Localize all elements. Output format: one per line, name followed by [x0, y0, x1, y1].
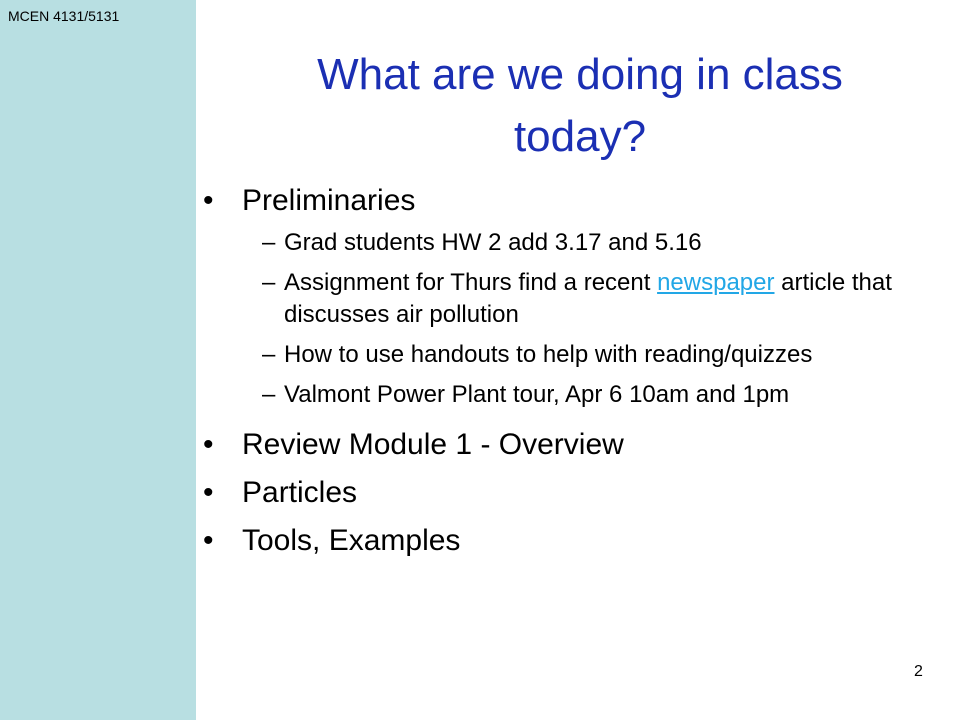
dash-marker: –: [262, 381, 276, 408]
sidebar-panel: [0, 0, 196, 720]
sub-item-text: Grad students HW 2 add 3.17 and 5.16: [284, 229, 702, 256]
bullet-review-module: • Review Module 1 - Overview: [200, 425, 930, 465]
title-line-2: today?: [513, 112, 647, 161]
sub-item-assignment: [200, 267, 930, 331]
bullet-particles: • Particles: [200, 473, 930, 513]
sub-item-grad-students: [200, 227, 930, 259]
sub-item-handouts: [200, 339, 930, 371]
dash-marker: –: [262, 269, 276, 296]
sub-item-text: Assignment for Thurs find a recent: [284, 269, 658, 296]
sub-item-text: How to use handouts to help with reading/quizzes: [284, 341, 813, 368]
sub-item-text: Valmont Power Plant tour, Apr 6 10am and 1pm: [284, 381, 790, 408]
dash-marker: –: [262, 341, 276, 368]
bullet-preliminaries: • Preliminaries: [200, 181, 930, 221]
title-line-1: What are we doing in class: [317, 50, 843, 99]
newspaper-link[interactable]: newspaper: [657, 269, 775, 296]
slide-title: [210, 44, 950, 168]
bullet-tools-examples: • Tools, Examples: [200, 521, 930, 561]
sub-item-valmont-tour: [200, 379, 930, 411]
page-number: 2: [914, 663, 923, 680]
bullet-list: [200, 181, 930, 561]
dash-marker: –: [262, 229, 276, 256]
course-code: MCEN 4131/5131: [8, 8, 120, 24]
sub-item-text: article that discusses air pollution: [284, 269, 892, 328]
